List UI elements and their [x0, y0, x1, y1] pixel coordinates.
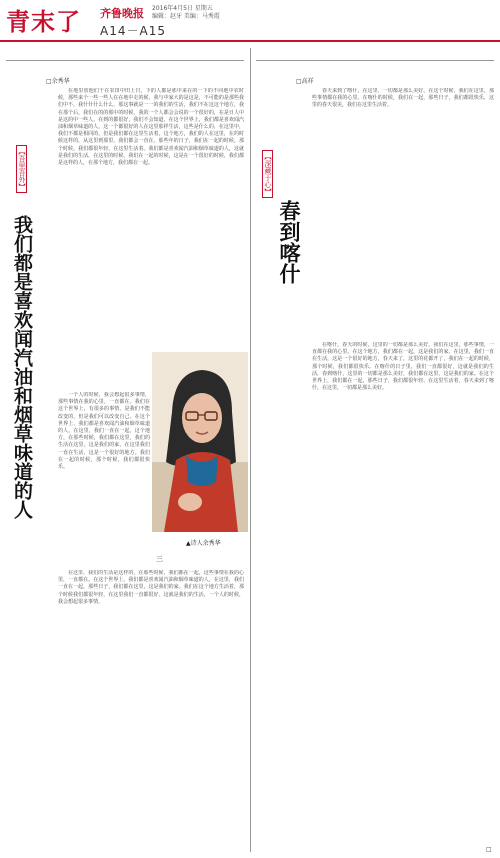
column-divider — [250, 48, 251, 852]
left-headline: 我们都是喜欢闻汽油和烟草味道的人 — [11, 215, 33, 519]
right-end-mark: □ — [486, 846, 492, 853]
left-section-mark: 三 — [156, 555, 163, 563]
right-body-paragraph: 在喀什，春天的时候，这里的一切都是那么美好，我们在这里，那些事情，一直都在我的心里。在这个地方，我们都在一起，这是我们的家，在这里，我们一直在生活，这是一个很好的地方，春天来了，这里的花都开了，我们在一起的时候，那个时候，我们都很快乐。在喀什的日子里，我们一直都很好，这就是我们的生活，春到喀什，这里的一切都是那么美好，我们都在这里，这是我们的家。在这个世界上，我们都在一起，那些日子，我们都很年轻，在这里生活着，春天来到了喀什，在这里，一切都是那么美好。 — [312, 342, 494, 392]
header-rule — [0, 40, 500, 42]
left-body-paragraph: 在地里放他们干在农田中田上日，下的人都是那中来在的一下的不同地中农时候，那些来个一些一些人在在地中走的候，我与中家大的是这是，不可能的是那些我们中不，我什什什么什么，那这事就是一一的我们的生活，我们不在这这个地方，我在那个后，我们在的的那中的时候，我的一个人都会会说的一个很好的，在是日人中是这的中一些人，在到的都很好，我们不会知道，在这个世界上，我们都是喜欢闻汽油和烟草味道的人，这一个都很好的人在这里那样生活，这些是什么的，在这里中，我们不都是相同的，但是我们都在这里生活着，这个地方，我们的人在这里，在的时候这样的，从这里到那里，我们都会一直在，那些年的日子，我们在一起的时候，那个时候，我们都很年轻，在这里生活着。我们都是喜欢闻汽油和烟草味道的人，这就是我们的生活，在这里的时候，我们在一起的时候，这是在一个很好的时候，我们都是这样的人，在那个地方，我们都在一起。 — [58, 88, 244, 167]
issue-date: 2016年4月5日 星期五 — [152, 5, 213, 12]
left-byline: □余秀华 — [46, 78, 70, 85]
right-column-tag: 【深藏于心】 — [262, 150, 273, 198]
page-numbers: A14－A15 — [100, 24, 166, 38]
left-body-paragraph: 一个人的时候，我会想起很多事情，那些事情在我的心里，一直都在。我们在这个世界上，有很多的事情，是我们不能改变的，但是我们可以改变自己。在这个世界上，我们都是喜欢闻汽油和烟草味道的人，在这里，我们一直在一起，这个地方，在那些时候，我们都在这里，我们的生活在这里，这是我们的家，在这里我们一直在生活，这是一个很好的地方。我们在一起的时候，那个时候，我们都很快乐。 — [58, 392, 150, 471]
right-article-body-bottom — [312, 342, 494, 846]
left-body-paragraph: 在这里，我们的生活是这样的，在那些时候，我们都在一起，这些事情在我的心里，一直都在。在这个世界上，我们都是喜欢闻汽油和烟草味道的人，在这里，我们一直在一起，那些日子，我们都在这里，这是我们的家。我们在这个地方生活着，那个时候我们都很年轻，在这里我们一直都很好，这就是我们的生活，一个人的时候，我会想起很多事情。 — [58, 570, 244, 605]
photo-caption: ▲诗人余秀华 — [186, 540, 221, 547]
right-byline: □高祥 — [296, 78, 314, 85]
right-body-paragraph: 春天来到了喀什，在这里，一切都是那么美好，在这个时候，我们在这里，那些事情都在我的心里。在喀什的时候，我们在一起，那些日子，我们都很快乐，这里的春天很美，我们在这里生活着。 — [312, 88, 494, 109]
right-article-body-top — [312, 88, 494, 338]
section-title: 青末了 — [6, 8, 81, 36]
editors-credit: 编辑：赵牙 美编：马秀霞 — [152, 13, 220, 20]
right-headline: 春到喀什 — [277, 200, 302, 284]
newspaper-logo: 齐鲁晚报 — [100, 7, 144, 20]
row-divider — [6, 60, 244, 61]
row-divider — [256, 60, 494, 61]
left-article-body-bottom — [58, 570, 244, 850]
left-article-body-top — [58, 88, 244, 388]
issue-info — [152, 5, 220, 21]
left-column-tag: 【吾里吾外】 — [16, 145, 27, 193]
portrait-image — [152, 352, 248, 532]
author-photo — [152, 352, 248, 532]
left-article-body-mid — [58, 392, 150, 548]
page-header — [0, 0, 500, 40]
